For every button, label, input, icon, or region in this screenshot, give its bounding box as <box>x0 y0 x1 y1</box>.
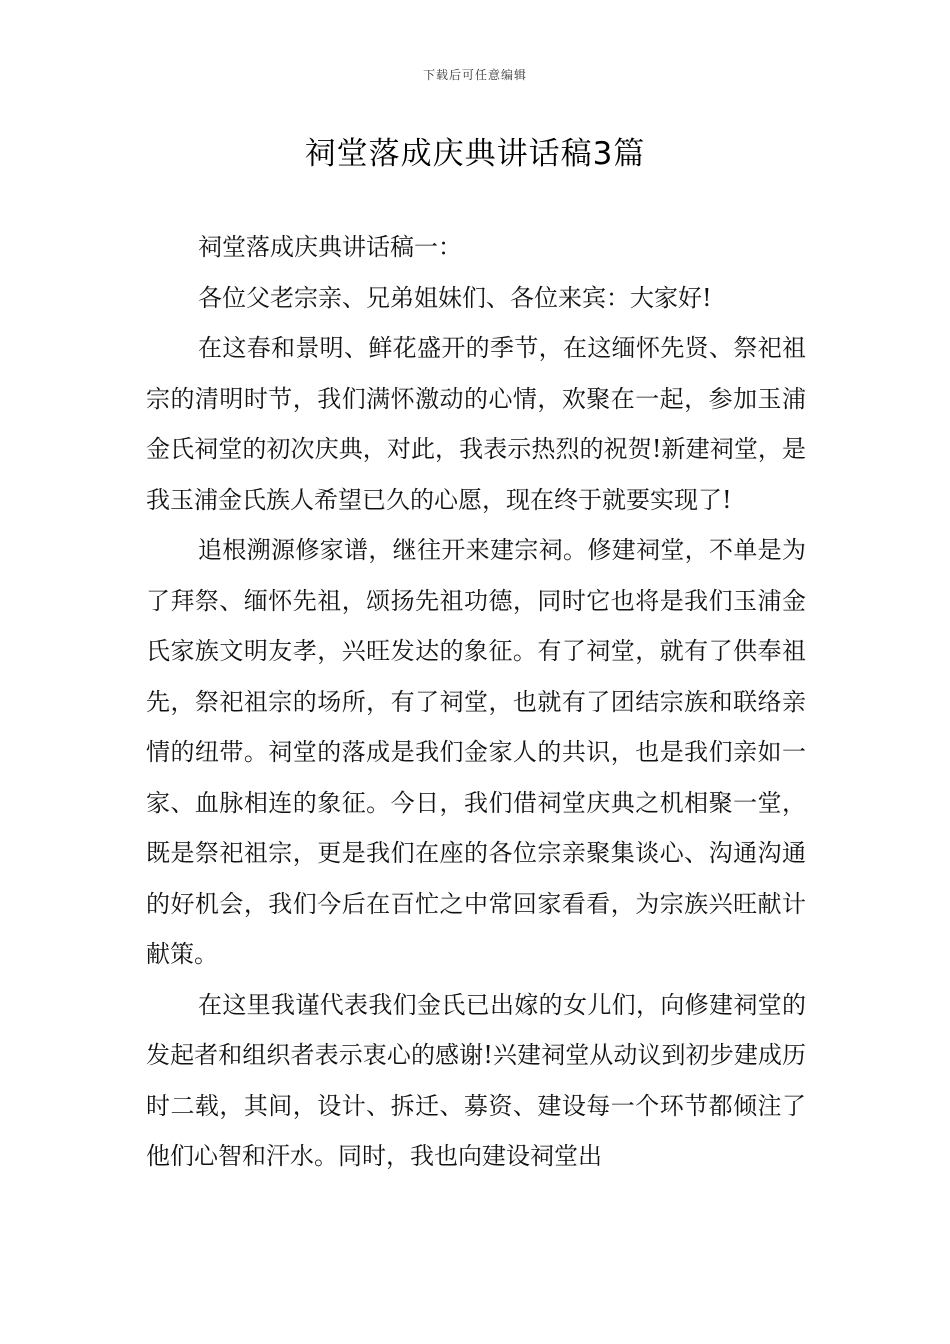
body-paragraph: 在这里我谨代表我们金氏已出嫁的女儿们，向修建祠堂的发起者和组织者表示衷心的感谢!兴建祠堂从动议到初步建成历时二载，其间，设计、拆迁、募资、建设每一个环节都倾注了他们心智和汗水。同时，我也向建设祠堂出 <box>146 990 806 1170</box>
section-heading: 祠堂落成庆典讲话稿一： <box>198 233 462 261</box>
header-note: 下载后可任意编辑 <box>422 68 527 82</box>
body-paragraph: 在这春和景明、鲜花盛开的季节，在这缅怀先贤、祭祀祖宗的清明时节，我们满怀激动的心情，欢聚在一起，参加玉浦金氏祠堂的初次庆典，对此，我表示热烈的祝贺!新建祠堂，是我玉浦金氏族人希望已久的心愿，现在终于就要实现了! <box>146 334 806 514</box>
document-body <box>146 222 806 1182</box>
body-paragraph: 追根溯源修家谱，继往开来建宗祠。修建祠堂，不单是为了拜祭、缅怀先祖，颂扬先祖功德，同时它也将是我们玉浦金氏家族文明友孝，兴旺发达的象征。有了祠堂，就有了供奉祖先，祭祀祖宗的场所，有了祠堂，也就有了团结宗族和联络亲情的纽带。祠堂的落成是我们金家人的共识，也是我们亲如一家、血脉相连的象征。今日，我们借祠堂庆典之机相聚一堂，既是祭祀祖宗，更是我们在座的各位宗亲聚集谈心、沟通沟通的好机会，我们今后在百忙之中常回家看看，为宗族兴旺献计献策。 <box>146 536 806 968</box>
document-title: 祠堂落成庆典讲话稿3篇 <box>304 136 646 172</box>
salutation-paragraph: 各位父老宗亲、兄弟姐妹们、各位来宾：大家好! <box>198 283 712 312</box>
